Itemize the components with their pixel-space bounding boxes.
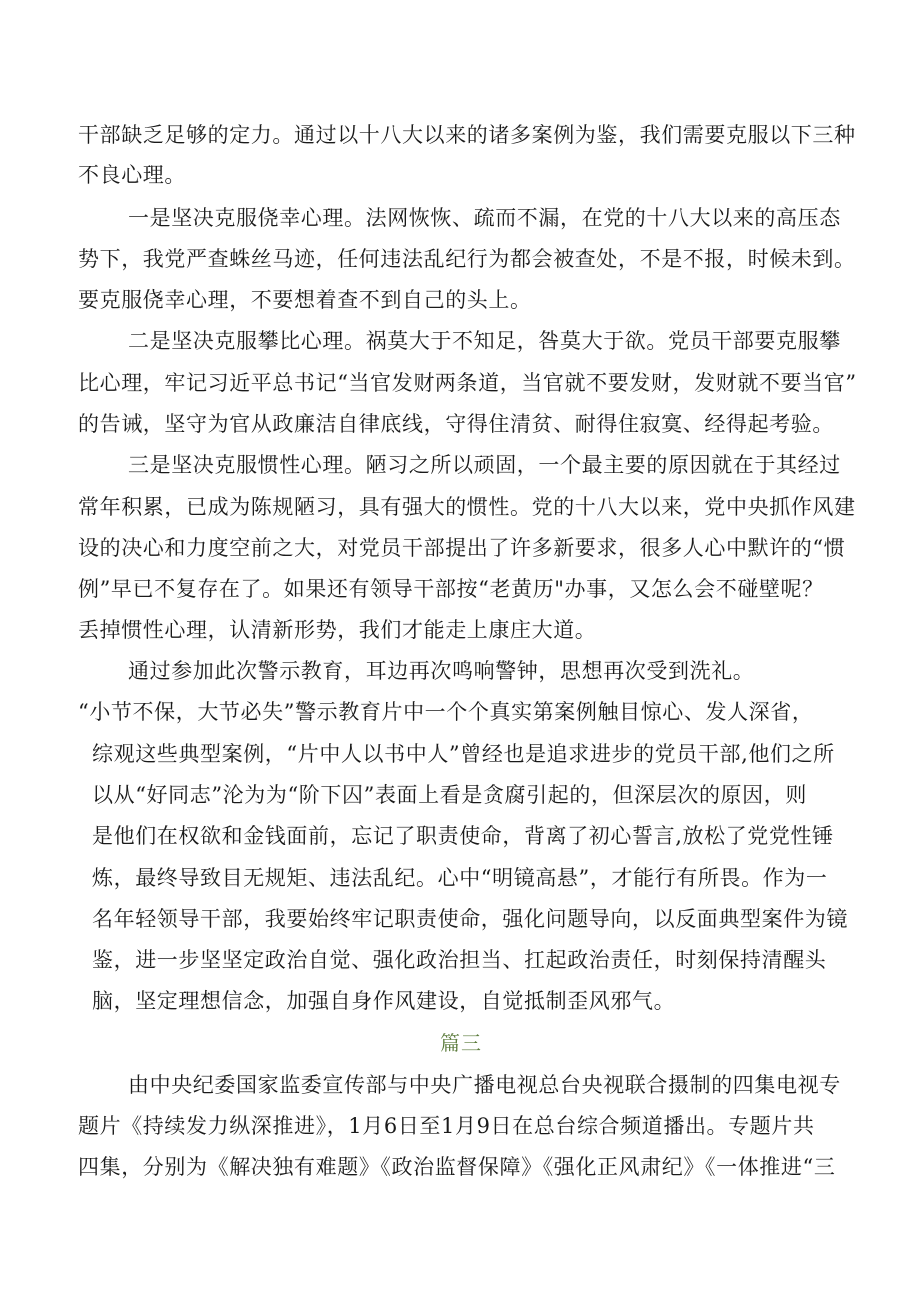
paragraph-line: 四集，分别为《解决独有难题》《政治监督保障》《强化正风肃纪》《一体推进“三 <box>78 1155 836 1179</box>
paragraph-line: 由中央纪委国家监委宣传部与中央广播电视总台央视联合摄制的四集电视专 <box>128 1073 841 1097</box>
paragraph-line: 不良心理。 <box>78 163 186 187</box>
paragraph-line: 势下，我党严查蛛丝马迹，任何违法乱纪行为都会被查处，不是不报，时候未到。 <box>78 247 856 271</box>
paragraph-line: 是他们在权欲和金钱面前，忘记了职责使命，背离了初心誓言,放松了党党性锤 <box>92 824 834 848</box>
paragraph-line: 三是坚决克服惯性心理。陋习之所以顽固，一个最主要的原因就在于其经过 <box>128 453 841 477</box>
section-title: 篇三 <box>440 1031 482 1055</box>
paragraph-line: “小节不保，大节必失”警示教育片中一个个真实第案例触目惊心、发人深省， <box>78 700 814 724</box>
paragraph-line: 鉴，进一步坚坚定政治自觉、强化政治担当、扛起政治责任，时刻保持清醒头 <box>92 948 827 972</box>
paragraph-line: 题片《持续发力纵深推进》，1月6日至1月9日在总台综合频道播出。专题片共 <box>78 1114 815 1138</box>
paragraph-line: 一是坚决克服侥幸心理。法网恢恢、疏而不漏，在党的十八大以来的高压态 <box>128 206 841 230</box>
paragraph-line: 丢掉惯性心理，认清新形势，我们才能走上康庄大道。 <box>78 618 597 642</box>
paragraph-line: 的告诫，坚守为官从政廉洁自律底线，守得住清贫、耐得住寂寞、经得起考验。 <box>78 412 834 436</box>
paragraph-line: 常年积累，已成为陈规陋习，具有强大的惯性。党的十八大以来，党中央抓作风建 <box>78 495 856 519</box>
paragraph-line: 例”早已不复存在了。如果还有领导干部按“老黄历"办事，又怎么会不碰壁呢？ <box>78 577 824 601</box>
paragraph-line: 综观这些典型案例，“片中人以书中人”曾经也是追求进步的党员干部,他们之所 <box>92 742 835 766</box>
paragraph-line: 以从“好同志”沦为为“阶下囚”表面上看是贪腐引起的，但深层次的原因，则 <box>92 783 807 807</box>
paragraph-line: 脑，坚定理想信念，加强自身作风建设，自觉抵制歪风邪气。 <box>92 989 676 1013</box>
paragraph-line: 干部缺乏足够的定力。通过以十八大以来的诸多案例为鉴，我们需要克服以下三种 <box>78 123 856 147</box>
paragraph-line: 炼，最终导致目无规矩、违法乱纪。心中“明镜高悬”，才能行有所畏。作为一 <box>92 866 828 890</box>
paragraph-line: 设的决心和力度空前之大，对党员干部提出了许多新要求，很多人心中默许的“惯 <box>78 536 846 560</box>
paragraph-line: 要克服侥幸心理，不要想着查不到自己的头上。 <box>78 288 532 312</box>
paragraph-line: 通过参加此次警示教育，耳边再次鸣响警钟，思想再次受到洗礼。 <box>128 659 755 683</box>
paragraph-line: 比心理，牢记习近平总书记“当官发财两条道，当官就不要发财，发财就不要当官” <box>78 371 857 395</box>
paragraph-line: 二是坚决克服攀比心理。祸莫大于不知足，咎莫大于欲。党员干部要克服攀 <box>128 329 841 353</box>
paragraph-line: 名年轻领导干部，我要始终牢记职责使命，强化问题导向，以反面典型案件为镜 <box>92 907 848 931</box>
